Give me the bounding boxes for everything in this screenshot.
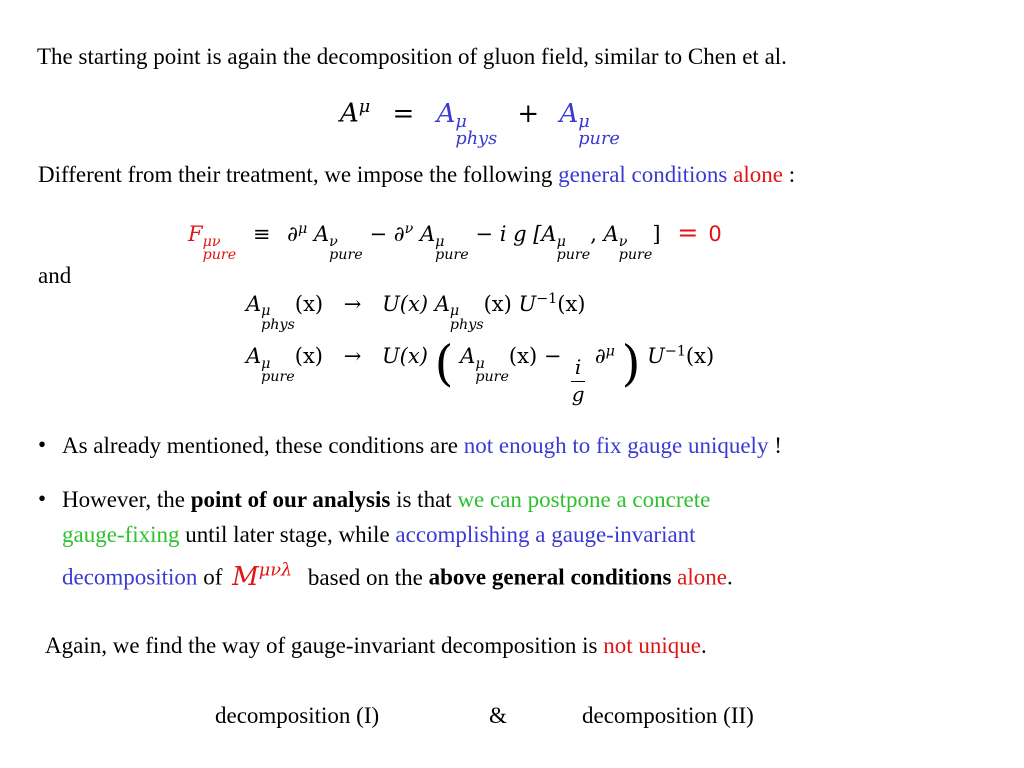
eq2-equiv: ≡ (252, 222, 271, 246)
bullet-2-l1-green: we can postpone a concrete (457, 487, 711, 512)
bullet-1-tail: ! (768, 433, 782, 458)
bullet-2-l3-b: based on the (307, 564, 429, 590)
eq2-A4-sup: ν (618, 233, 628, 250)
eq1-lhs: A (340, 98, 359, 129)
decomposition-1-label: decomposition (I) (215, 703, 380, 728)
eq2-equals: = (677, 218, 699, 247)
eq4-A: A (460, 344, 476, 369)
conditions-intro-text: Different from their treatment, we impose the following (38, 162, 559, 187)
alone-highlight: alone (733, 162, 783, 187)
eq4-lhs-sub: pure (261, 368, 295, 385)
eq2-A3-sub: pure (556, 246, 591, 263)
eq4-lhs-sup: μ (261, 355, 271, 372)
eq3-lhs-sup: μ (261, 303, 271, 320)
eq4-partial: ∂ (594, 344, 606, 369)
eq1-term-phys: A (436, 98, 456, 129)
equation-decomposition (340, 97, 620, 147)
tensor-M-sup: μνλ (258, 560, 293, 580)
not-unique-highlight: not unique (603, 633, 701, 658)
eq2-A2: A (419, 222, 436, 246)
eq3-Uinv: U (518, 291, 537, 316)
eq4-arrow: → (343, 344, 362, 369)
again-end: . (701, 633, 707, 658)
eq4-A-sub: pure (475, 368, 509, 385)
eq2-F-sub: pure (202, 246, 237, 263)
bullet-2-l1-b: is that (390, 487, 458, 512)
decomposition-2-label: decomposition (II) (582, 703, 754, 728)
eq2-A1-sup: ν (329, 233, 338, 250)
bullet-2-l3-a: of (197, 564, 229, 590)
equation-pure-gauge-condition (188, 218, 722, 262)
eq3-lhs: A (246, 291, 262, 316)
eq2-F-sup: μν (202, 233, 221, 250)
eq4-Uinv-arg: (x) (685, 344, 715, 369)
and-text: and (38, 263, 72, 288)
bullet-1-highlight: not enough to fix gauge uniquely (463, 433, 769, 458)
bullet-1-text: As already mentioned, these conditions are (62, 433, 464, 458)
again-text: Again, we find the way of gauge-invariant decomposition is (45, 633, 604, 658)
eq4-Uinv: U (647, 344, 665, 369)
bullet-2-l3-end: . (726, 564, 733, 590)
eq2-A4: A (603, 222, 619, 246)
eq3-arrow: → (343, 291, 362, 316)
eq4-fraction (571, 355, 585, 407)
bullet-2-l2-blue: accomplishing a gauge-invariant (395, 522, 696, 547)
eq2-comma: , (590, 222, 597, 246)
eq3-A-sup: μ (449, 303, 460, 320)
eq4-U: U(x) (381, 344, 428, 369)
bullet-2-l2-a: until later stage, while (179, 522, 396, 547)
eq2-partial1: ∂ (287, 222, 299, 246)
conditions-intro-tail: : (782, 162, 796, 187)
equation-pure-transform (246, 336, 714, 405)
eq4-lhs-arg: (x) (294, 344, 323, 369)
eq2-partial1-sup: μ (298, 221, 308, 238)
bullet-2-line-2 (62, 521, 696, 549)
bullet-2-l3-red: alone (671, 564, 727, 590)
eq2-minus1: − (369, 222, 388, 246)
eq2-partial2-sup: ν (404, 221, 414, 238)
bullet-2-line-1 (62, 486, 710, 514)
angular-momentum-tensor (232, 562, 292, 592)
conditions-intro (38, 161, 795, 189)
eq1-lhs-sup: μ (358, 97, 371, 117)
eq3-A-arg: (x) (483, 291, 512, 316)
eq1-term-phys-sub: phys (455, 128, 498, 149)
tensor-M: M (232, 561, 259, 592)
eq2-A1: A (313, 222, 330, 246)
eq2-minus2: − (475, 222, 494, 246)
eq3-U: U(x) (382, 291, 429, 316)
eq1-plus: + (517, 98, 540, 129)
eq2-F: F (188, 222, 203, 246)
eq1-term-phys-sup: μ (455, 112, 467, 133)
eq2-partial2: ∂ (393, 222, 405, 246)
eq3-lhs-arg: (x) (294, 291, 324, 316)
eq2-A1-sub: pure (329, 246, 363, 263)
eq4-right-paren: ) (621, 336, 641, 392)
eq4-minus: − (543, 344, 562, 369)
eq4-Uinv-sup: −1 (664, 343, 686, 360)
bullet-dot-1: • (38, 432, 47, 457)
bullet-2-l3-blue: decomposition (62, 564, 198, 590)
equation-phys-transform (246, 291, 585, 332)
eq3-lhs-sub: phys (261, 316, 295, 333)
eq3-A-sub: phys (449, 316, 484, 333)
bullet-1 (62, 432, 782, 460)
eq4-lhs: A (246, 344, 262, 369)
point-of-analysis-bold: point of our analysis (190, 487, 391, 512)
eq2-A4-sub: pure (618, 246, 653, 263)
eq1-term-pure-sup: μ (578, 112, 590, 133)
eq1-equals: = (392, 98, 415, 129)
eq3-Uinv-sup: −1 (536, 291, 558, 307)
above-general-conditions-bold: above general conditions (428, 564, 672, 590)
eq4-A-sup: μ (475, 355, 485, 372)
eq2-A2-sub: pure (435, 246, 469, 263)
eq1-term-pure-sub: pure (578, 128, 620, 149)
eq2-A3: A (541, 222, 557, 246)
eq2-ig: i g [ (499, 222, 542, 246)
eq4-left-paren: ( (434, 336, 454, 392)
intro-text: The starting point is again the decomposition of gluon field, similar to Chen et al. (37, 44, 787, 69)
ampersand: & (489, 703, 507, 728)
bullet-2-l1-a: However, the (62, 487, 191, 512)
eq4-A-arg: (x) (508, 344, 538, 369)
bullet-2-l2-green: gauge-fixing (62, 522, 180, 547)
eq3-Uinv-arg: (x) (557, 291, 586, 316)
eq4-partial-sup: μ (605, 343, 615, 360)
eq4-frac-den: g (571, 382, 585, 407)
eq2-zero: 0 (708, 222, 722, 246)
eq2-A2-sup: μ (435, 233, 445, 250)
bullet-dot-2: • (38, 486, 47, 511)
eq4-frac-num: i (574, 355, 582, 380)
again-line (45, 632, 707, 660)
eq3-A: A (434, 291, 450, 316)
general-conditions-highlight: general conditions (558, 162, 728, 187)
eq2-close-bracket: ] (652, 222, 661, 246)
eq2-A3-sup: μ (556, 233, 566, 250)
bullet-2-line-3 (62, 556, 733, 592)
eq1-term-pure: A (559, 98, 579, 129)
